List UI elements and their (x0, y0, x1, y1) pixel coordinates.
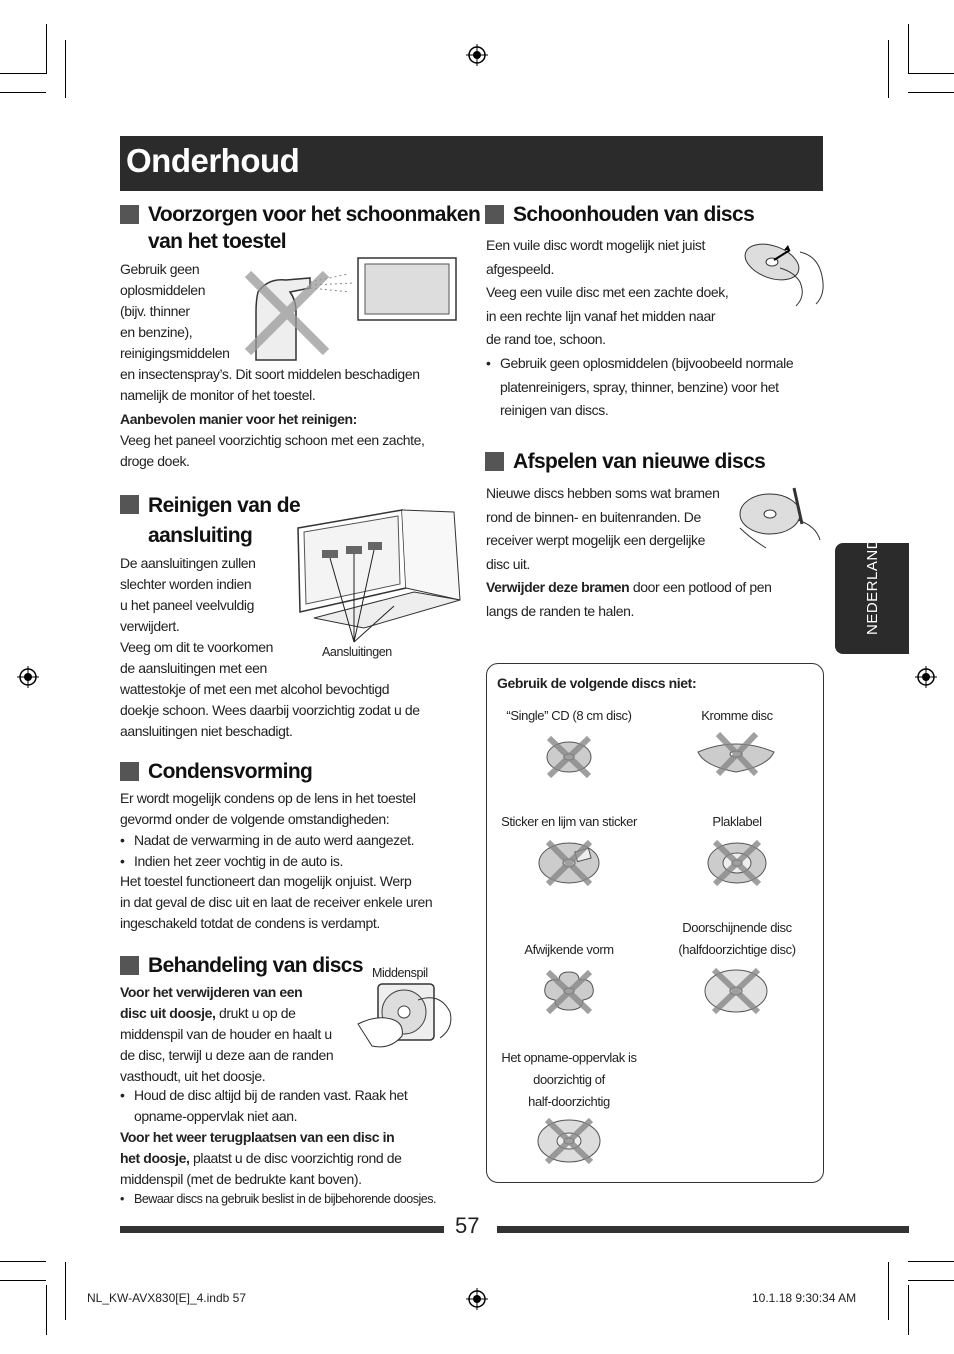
disc-caption-kromme: Kromme disc (701, 708, 773, 723)
schoonhouden-bullet: • Gebruik geen oplosmiddelen (bijvoobeeld normale platenreinigers, spray, thinner, benzine) voor het reinigen van discs. (486, 355, 794, 418)
page-number: 57 (455, 1213, 480, 1238)
footer-timestamp: 10.1.18 9:30:34 AM (752, 1291, 857, 1305)
connector-label: Aansluitingen (322, 645, 392, 659)
warped-disc-icon (694, 732, 778, 776)
disc-caption-afwijkend: Afwijkende vorm (524, 942, 614, 957)
disc-cleaning-illustration (740, 232, 826, 308)
section-heading-aansluiting: Reinigen van de aansluiting (148, 491, 300, 551)
condens-text-a: Er wordt mogelijk condens op de lens in het toestel gevormd onder de volgende omstandigheden: (120, 790, 416, 827)
registration-mark-icon (17, 666, 39, 688)
odd-shape-disc-icon (540, 968, 598, 1014)
footer-rule-right (497, 1226, 909, 1233)
disc-caption-opname: Het opname-oppervlak is doorzichtig of half-doorzichtig (501, 1050, 637, 1109)
registration-mark-icon (466, 44, 488, 66)
footer-file: NL_KW-AVX830[E]_4.indb 57 (87, 1291, 246, 1305)
disc-caption-plaklabel: Plaklabel (712, 814, 762, 829)
unusable-discs-heading: Gebruik de volgende discs niet: (497, 675, 697, 691)
schoonhouden-text: Een vuile disc wordt mogelijk niet juist afgespeeld. Veeg een vuile disc met een zachte doek, in een rechte lijn vanaf het midden naar de rand toe, schoon. (486, 237, 729, 347)
section-heading-condens: Condensvorming (148, 758, 312, 785)
aansluiting-text: De aansluitingen zullen slechter worden indien u het paneel veelvuldig verwijdert. Veeg om dit te voorkomen de aansluitingen met een wattestokje of met een met alcohol bevochtigd doekje schoon. Wees daarbij voorzichtig zodat u de aansluitingen niet beschadigt. (120, 555, 420, 739)
connector-panel-illustration (294, 500, 462, 645)
nieuwe-text: Nieuwe discs hebben soms wat bramen rond de binnen- en buitenranden. De receiver werpt mogelijk een dergelijke disc uit. Verwijder deze bramen door een potlood of pen langs de randen te halen. (486, 485, 772, 619)
disc-case-hand-illustration (356, 980, 456, 1058)
middenspil-label: Middenspil (372, 966, 428, 980)
language-tab (835, 527, 909, 654)
voorzorgen-recommend: Aanbevolen manier voor het reinigen: Veeg het paneel voorzichtig schoon met een zachte, droge doek. (120, 411, 425, 469)
behandeling-bullet-2: • Bewaar discs na gebruik beslist in de bijbehorende doosjes. (120, 1192, 436, 1206)
spray-bottle-illustration (238, 252, 460, 364)
behandeling-text-1: Voor het verwijderen van een disc uit doosje, drukt u op de middenspil van de houder en haalt u de disc, terwijl u deze aan de randen vasthoudt, uit het doosje. (120, 984, 334, 1084)
disc-caption-single: “Single” CD (8 cm disc) (506, 708, 632, 723)
registration-mark-icon (915, 666, 937, 688)
transparent-disc-icon (702, 966, 770, 1016)
condens-text-b: Het toestel functioneert dan mogelijk onjuist. Werp in dat geval de disc uit en laat de receiver enkele uren ingeschakeld totdat de condens is verdampt. (120, 873, 433, 931)
page-title-bar (120, 136, 823, 191)
section-heading-voorzorgen: Voorzorgen voor het schoonmaken van het toestel (148, 201, 480, 255)
see-through-disc-icon (535, 1116, 603, 1166)
disc-caption-doorschijnend: Doorschijnende disc (halfdoorzichtige disc) (678, 920, 796, 957)
voorzorgen-text: Gebruik geen oplosmiddelen (bijv. thinner en benzine), reinigingsmiddelen en insectenspray’s. Dit soort middelen beschadigen namelijk de monitor of het toestel. (120, 261, 420, 403)
burr-removal-illustration (736, 484, 826, 554)
disc-caption-sticker: Sticker en lijm van sticker (501, 814, 637, 829)
language-tab-label: NEDERLANDS (864, 527, 881, 635)
section-heading-behandeling: Behandeling van discs (148, 952, 363, 979)
footer-rule-left (120, 1226, 444, 1233)
behandeling-bullet-1: • Houd de disc altijd bij de randen vast. Raak het opname-oppervlak niet aan. (120, 1087, 408, 1124)
registration-mark-icon (466, 1288, 488, 1310)
behandeling-text-2: Voor het weer terugplaatsen van een disc in het doosje, plaatst u de disc voorzichtig rond de middenspil (met de bedrukte kant boven). (120, 1129, 402, 1187)
single-cd-icon (541, 734, 597, 780)
condens-bullet: • Nadat de verwarming in de auto werd aangezet. • Indien het zeer vochtig in de auto is. (120, 832, 415, 869)
section-heading-schoonhouden: Schoonhouden van discs (513, 201, 754, 228)
section-heading-nieuwe: Afspelen van nieuwe discs (513, 448, 765, 475)
label-disc-icon (705, 838, 769, 888)
sticker-disc-icon (536, 838, 602, 888)
page-title: Onderhoud (126, 142, 300, 179)
